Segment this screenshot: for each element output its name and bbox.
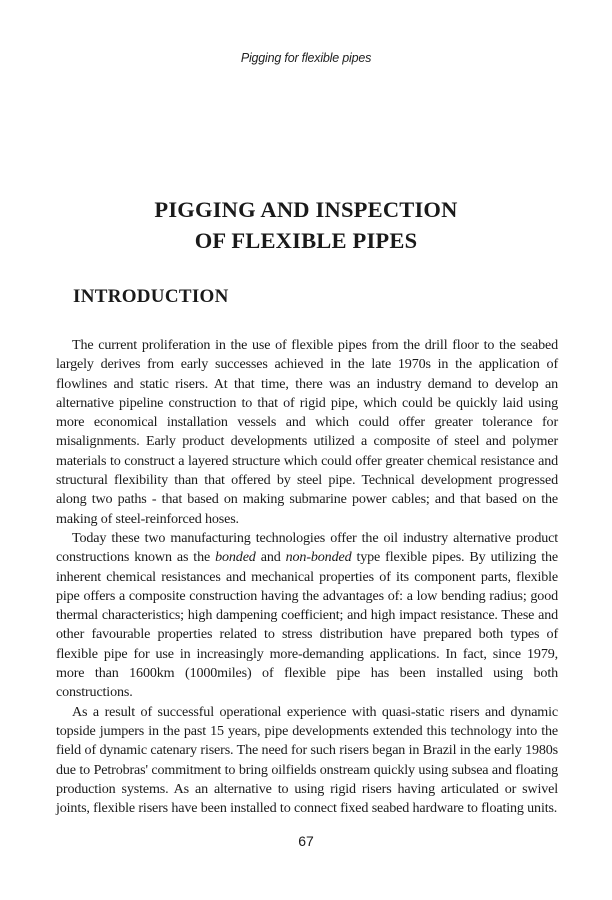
paragraph-3: As a result of successful operational experience with quasi-static risers and dynamic topside jumpers in the past 15 years, pipe developments extended this technology into the field of dynamic catenary risers. The need for such risers began in Brazil in the early 1980s due to Petrobras' commitment to bring oilfields onstream quickly using subsea and floating production systems. As an alternative to using rigid risers having articulated or swivel joints, flexible risers have been installed to connect fixed seabed hardware to floating units. — [56, 703, 558, 817]
page-number: 67 — [298, 833, 314, 849]
paragraph-2-part-1: Today these two manufacturing technologies offer the oil industry alternative product constructions known as the — [56, 529, 558, 566]
section-heading: INTRODUCTION — [73, 286, 229, 307]
paragraph-2-part-2: and — [255, 549, 286, 566]
chapter-title-line-1: PIGGING AND INSPECTION — [154, 197, 458, 222]
paragraph-2-part-3: type flexible pipes. By utilizing the inherent chemical resistances and mechanical properties of its component parts, flexible pipe offers a composite construction having the advantages of: a low bending radius; good thermal characteristics; high dampening coefficient; and high impact resistance. These and other favourable properties related to stress distribution have prepared both types of flexible pipe for use in increasingly more-demanding applications. In fact, since 1979, more than 1600km (1000miles) of flexible pipe has been installed using both constructions. — [56, 549, 558, 701]
chapter-title-line-2: OF FLEXIBLE PIPES — [194, 228, 418, 253]
paragraph-1: The current proliferation in the use of flexible pipes from the drill floor to the seabed largely derives from early successes achieved in the late 1970s in the application of flowlines and static risers. At that time, there was an industry demand to develop an alternative pipeline construction to that of rigid pipe, which could be quickly laid using more economical installation vessels and which could offer greater tolerance for misalignments. Early product developments utilized a composite of steel and polymer materials to construct a layered structure which could offer greater chemical resistance and structural flexibility than that offered by steel pipe. Technical development progressed along two paths - that based on making submarine power cables; and that based on the making of steel-reinforced hoses. — [56, 337, 558, 527]
term-bonded: bonded — [215, 549, 256, 566]
running-head: Pigging for flexible pipes — [240, 51, 372, 65]
body-text — [56, 336, 558, 818]
term-non-bonded: non-bonded — [285, 549, 352, 566]
paragraph-2 — [56, 529, 558, 703]
chapter-title — [0, 194, 612, 256]
